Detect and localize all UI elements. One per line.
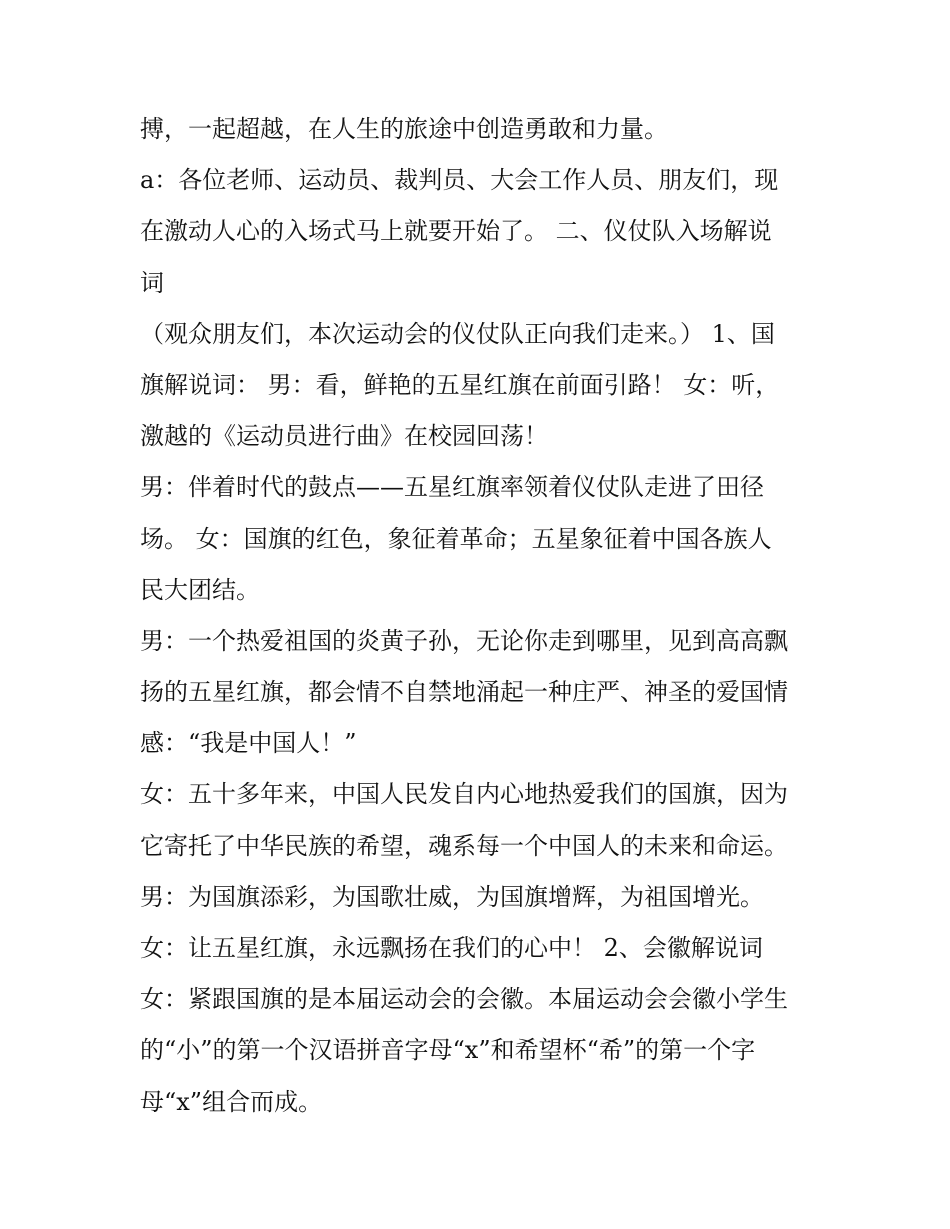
text-line-12: 扬的五星红旗，都会情不自禁地涌起一种庄严、神圣的爱国情	[140, 678, 788, 707]
text-line-3: 在激动人心的入场式马上就要开始了。 二、仪仗队入场解说	[140, 217, 772, 246]
document-body	[140, 104, 820, 1128]
text-line-16: 男：为国旗添彩，为国歌壮威，为国旗增辉，为祖国增光。	[140, 882, 764, 911]
text-line-14: 女：五十多年来，中国人民发自内心地热爱我们的国旗，因为	[140, 780, 788, 809]
text-line-9: 场。 女：国旗的红色，象征着革命；五星象征着中国各族人	[140, 524, 772, 553]
text-line-5: （观众朋友们，本次运动会的仪仗队正向我们走来。） 1、国	[140, 319, 775, 348]
text-line-13: 感：“我是中国人！”	[140, 729, 357, 758]
text-line-4: 词	[140, 268, 164, 297]
text-line-8: 男：伴着时代的鼓点——五星红旗率领着仪仗队走进了田径	[140, 473, 764, 502]
text-line-11: 男：一个热爱祖国的炎黄子孙，无论你走到哪里，见到高高飘	[140, 626, 788, 655]
text-line-6: 旗解说词： 男：看，鲜艳的五星红旗在前面引路！ 女：听，	[140, 370, 780, 399]
text-line-2: a：各位老师、运动员、裁判员、大会工作人员、朋友们，现	[140, 166, 779, 195]
text-line-19: 的“小”的第一个汉语拼音字母“x”和希望杯“希”的第一个字	[140, 1036, 756, 1065]
text-line-15: 它寄托了中华民族的希望，魂系每一个中国人的未来和命运。	[140, 831, 788, 860]
text-line-7: 激越的《运动员进行曲》在校园回荡！	[140, 422, 548, 451]
text-line-20: 母“x”组合而成。	[140, 1087, 323, 1116]
text-line-10: 民大团结。	[140, 575, 260, 604]
text-line-18: 女：紧跟国旗的是本届运动会的会徽。本届运动会会徽小学生	[140, 985, 788, 1014]
text-line-1: 搏，一起超越，在人生的旅途中创造勇敢和力量。	[140, 115, 668, 143]
text-line-17: 女：让五星红旗，永远飘扬在我们的心中！ 2、会徽解说词	[140, 934, 763, 962]
